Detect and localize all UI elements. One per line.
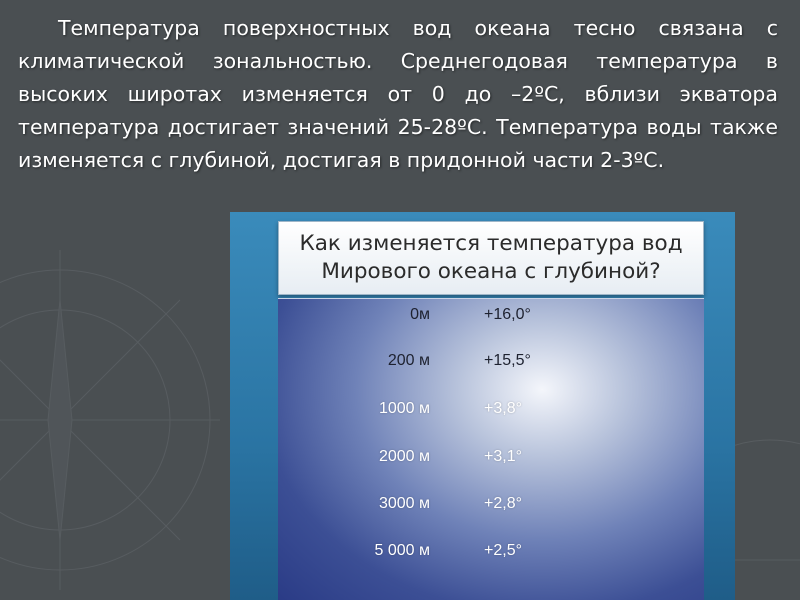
temperature-cell: +3,8° xyxy=(484,400,522,417)
depth-cell: 1000 м xyxy=(378,400,430,417)
table-row xyxy=(278,352,704,376)
depth-cell: 0м xyxy=(410,306,430,323)
figure-title-line-1: Как изменяется температура вод xyxy=(299,231,683,256)
depth-cell: 2000 м xyxy=(378,448,430,465)
depth-temperature-table xyxy=(278,298,704,600)
temperature-cell: +3,1° xyxy=(484,448,522,465)
figure-title-line-2: Мирового океана с глубиной? xyxy=(321,259,661,284)
table-row xyxy=(278,306,704,330)
temperature-cell: +15,5° xyxy=(484,352,531,369)
temperature-cell: +2,8° xyxy=(484,495,522,512)
figure-frame xyxy=(230,212,735,600)
depth-cell: 200 м xyxy=(387,352,430,369)
table-row xyxy=(278,542,704,566)
table-row xyxy=(278,495,704,519)
intro-paragraph: Температура поверхностных вод океана тесно связана с климатической зональностью. Среднегодовая температура в высоких широтах изменяется от 0 до –2ºС, вблизи экватора температура достигает значений 25-28ºС. Температура воды также изменяется с глубиной, достигая в придонной части 2-3ºС. xyxy=(18,16,778,172)
temperature-cell: +2,5° xyxy=(484,542,522,559)
figure-title xyxy=(278,221,704,295)
table-row xyxy=(278,448,704,472)
depth-cell: 5 000 м xyxy=(374,542,430,559)
table-row xyxy=(278,400,704,424)
temperature-cell: +16,0° xyxy=(484,306,531,323)
depth-cell: 3000 м xyxy=(378,495,430,512)
